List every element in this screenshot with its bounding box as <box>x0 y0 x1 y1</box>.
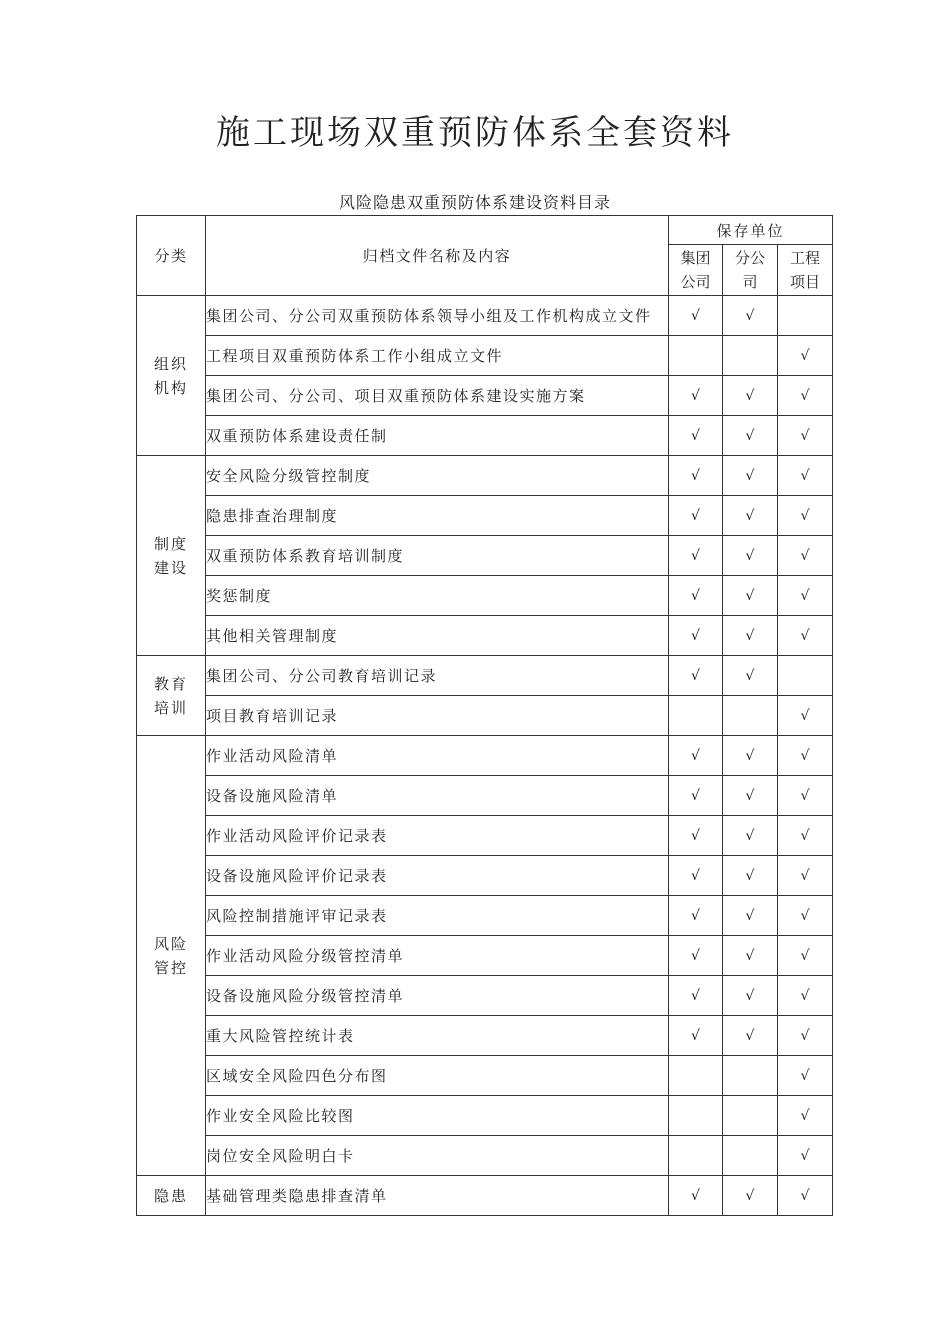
table-row <box>137 656 833 696</box>
document-name-cell: 隐患排查治理制度 <box>206 496 669 536</box>
check-mark-cell: √ <box>669 1016 723 1056</box>
check-mark-cell: √ <box>723 616 778 656</box>
table-row <box>137 496 833 536</box>
check-mark-cell: √ <box>723 1016 778 1056</box>
catalog-table <box>136 215 833 1216</box>
check-mark-cell: √ <box>778 616 833 656</box>
category-cell: 组织 机构 <box>137 296 206 456</box>
empty-mark-cell <box>778 656 833 696</box>
check-mark-cell: √ <box>778 1016 833 1056</box>
table-row <box>137 1136 833 1176</box>
document-name-cell: 作业活动风险评价记录表 <box>206 816 669 856</box>
document-name-cell: 设备设施风险清单 <box>206 776 669 816</box>
check-mark-cell: √ <box>723 536 778 576</box>
table-row <box>137 896 833 936</box>
document-title: 施工现场双重预防体系全套资料 <box>216 113 734 153</box>
check-mark-cell: √ <box>669 416 723 456</box>
check-mark-cell: √ <box>778 576 833 616</box>
table-row <box>137 976 833 1016</box>
check-mark-cell: √ <box>723 416 778 456</box>
check-mark-cell: √ <box>669 936 723 976</box>
document-name-cell: 设备设施风险评价记录表 <box>206 856 669 896</box>
check-mark-cell: √ <box>778 776 833 816</box>
check-mark-cell: √ <box>723 936 778 976</box>
check-mark-cell: √ <box>723 776 778 816</box>
check-mark-cell: √ <box>778 1136 833 1176</box>
unit-header-project: 工程 项目 <box>778 245 833 296</box>
category-header: 分类 <box>137 216 206 296</box>
table-row <box>137 856 833 896</box>
document-name-header: 归档文件名称及内容 <box>206 216 669 296</box>
check-mark-cell: √ <box>778 336 833 376</box>
check-mark-cell: √ <box>669 536 723 576</box>
document-name-cell: 风险控制措施评审记录表 <box>206 896 669 936</box>
empty-mark-cell <box>669 696 723 736</box>
check-mark-cell: √ <box>669 656 723 696</box>
check-mark-cell: √ <box>778 1096 833 1136</box>
empty-mark-cell <box>669 336 723 376</box>
document-name-cell: 双重预防体系教育培训制度 <box>206 536 669 576</box>
check-mark-cell: √ <box>669 1176 723 1216</box>
empty-mark-cell <box>723 1136 778 1176</box>
document-name-cell: 作业活动风险分级管控清单 <box>206 936 669 976</box>
check-mark-cell: √ <box>669 576 723 616</box>
document-name-cell: 集团公司、分公司双重预防体系领导小组及工作机构成立文件 <box>206 296 669 336</box>
check-mark-cell: √ <box>669 376 723 416</box>
check-mark-cell: √ <box>723 456 778 496</box>
check-mark-cell: √ <box>723 496 778 536</box>
category-cell: 教育 培训 <box>137 656 206 736</box>
unit-header-branch-company: 分公 司 <box>723 245 778 296</box>
check-mark-cell: √ <box>723 1176 778 1216</box>
check-mark-cell: √ <box>778 1056 833 1096</box>
check-mark-cell: √ <box>723 576 778 616</box>
table-row <box>137 1096 833 1136</box>
document-name-cell: 奖惩制度 <box>206 576 669 616</box>
table-row <box>137 456 833 496</box>
check-mark-cell: √ <box>669 496 723 536</box>
document-name-cell: 安全风险分级管控制度 <box>206 456 669 496</box>
check-mark-cell: √ <box>778 936 833 976</box>
check-mark-cell: √ <box>669 776 723 816</box>
empty-mark-cell <box>669 1096 723 1136</box>
document-name-cell: 项目教育培训记录 <box>206 696 669 736</box>
check-mark-cell: √ <box>723 736 778 776</box>
check-mark-cell: √ <box>778 416 833 456</box>
check-mark-cell: √ <box>669 736 723 776</box>
empty-mark-cell <box>778 296 833 336</box>
check-mark-cell: √ <box>778 736 833 776</box>
check-mark-cell: √ <box>669 616 723 656</box>
check-mark-cell: √ <box>778 536 833 576</box>
table-row <box>137 416 833 456</box>
category-cell: 隐患 <box>137 1176 206 1216</box>
table-title: 风险隐患双重预防体系建设资料目录 <box>338 193 611 212</box>
document-name-cell: 区域安全风险四色分布图 <box>206 1056 669 1096</box>
document-name-cell: 作业活动风险清单 <box>206 736 669 776</box>
check-mark-cell: √ <box>669 856 723 896</box>
check-mark-cell: √ <box>778 496 833 536</box>
check-mark-cell: √ <box>723 856 778 896</box>
table-row <box>137 736 833 776</box>
check-mark-cell: √ <box>723 896 778 936</box>
empty-mark-cell <box>669 1136 723 1176</box>
document-name-cell: 其他相关管理制度 <box>206 616 669 656</box>
check-mark-cell: √ <box>723 976 778 1016</box>
table-row <box>137 816 833 856</box>
document-name-cell: 集团公司、分公司教育培训记录 <box>206 656 669 696</box>
document-name-cell: 集团公司、分公司、项目双重预防体系建设实施方案 <box>206 376 669 416</box>
table-row <box>137 1016 833 1056</box>
check-mark-cell: √ <box>778 1176 833 1216</box>
catalog-body <box>137 296 833 1216</box>
document-name-cell: 作业安全风险比较图 <box>206 1096 669 1136</box>
document-name-cell: 双重预防体系建设责任制 <box>206 416 669 456</box>
empty-mark-cell <box>723 1096 778 1136</box>
check-mark-cell: √ <box>723 296 778 336</box>
check-mark-cell: √ <box>778 896 833 936</box>
check-mark-cell: √ <box>723 376 778 416</box>
document-name-cell: 基础管理类隐患排查清单 <box>206 1176 669 1216</box>
unit-header-group-company: 集团 公司 <box>669 245 723 296</box>
table-row <box>137 1176 833 1216</box>
empty-mark-cell <box>723 1056 778 1096</box>
check-mark-cell: √ <box>778 976 833 1016</box>
category-cell: 风险 管控 <box>137 736 206 1176</box>
check-mark-cell: √ <box>669 296 723 336</box>
table-row <box>137 336 833 376</box>
table-row <box>137 776 833 816</box>
document-name-cell: 设备设施风险分级管控清单 <box>206 976 669 1016</box>
check-mark-cell: √ <box>778 856 833 896</box>
check-mark-cell: √ <box>669 896 723 936</box>
table-row <box>137 616 833 656</box>
table-row <box>137 536 833 576</box>
empty-mark-cell <box>669 1056 723 1096</box>
check-mark-cell: √ <box>778 696 833 736</box>
category-cell: 制度 建设 <box>137 456 206 656</box>
check-mark-cell: √ <box>778 456 833 496</box>
table-row <box>137 576 833 616</box>
document-name-cell: 岗位安全风险明白卡 <box>206 1136 669 1176</box>
check-mark-cell: √ <box>669 816 723 856</box>
storage-unit-header: 保存单位 <box>669 216 833 245</box>
empty-mark-cell <box>723 696 778 736</box>
table-row <box>137 296 833 336</box>
table-row <box>137 1056 833 1096</box>
check-mark-cell: √ <box>669 456 723 496</box>
check-mark-cell: √ <box>723 656 778 696</box>
document-name-cell: 工程项目双重预防体系工作小组成立文件 <box>206 336 669 376</box>
check-mark-cell: √ <box>778 376 833 416</box>
table-row <box>137 936 833 976</box>
check-mark-cell: √ <box>778 816 833 856</box>
table-row <box>137 696 833 736</box>
check-mark-cell: √ <box>723 816 778 856</box>
document-name-cell: 重大风险管控统计表 <box>206 1016 669 1056</box>
empty-mark-cell <box>723 336 778 376</box>
check-mark-cell: √ <box>669 976 723 1016</box>
table-row <box>137 376 833 416</box>
